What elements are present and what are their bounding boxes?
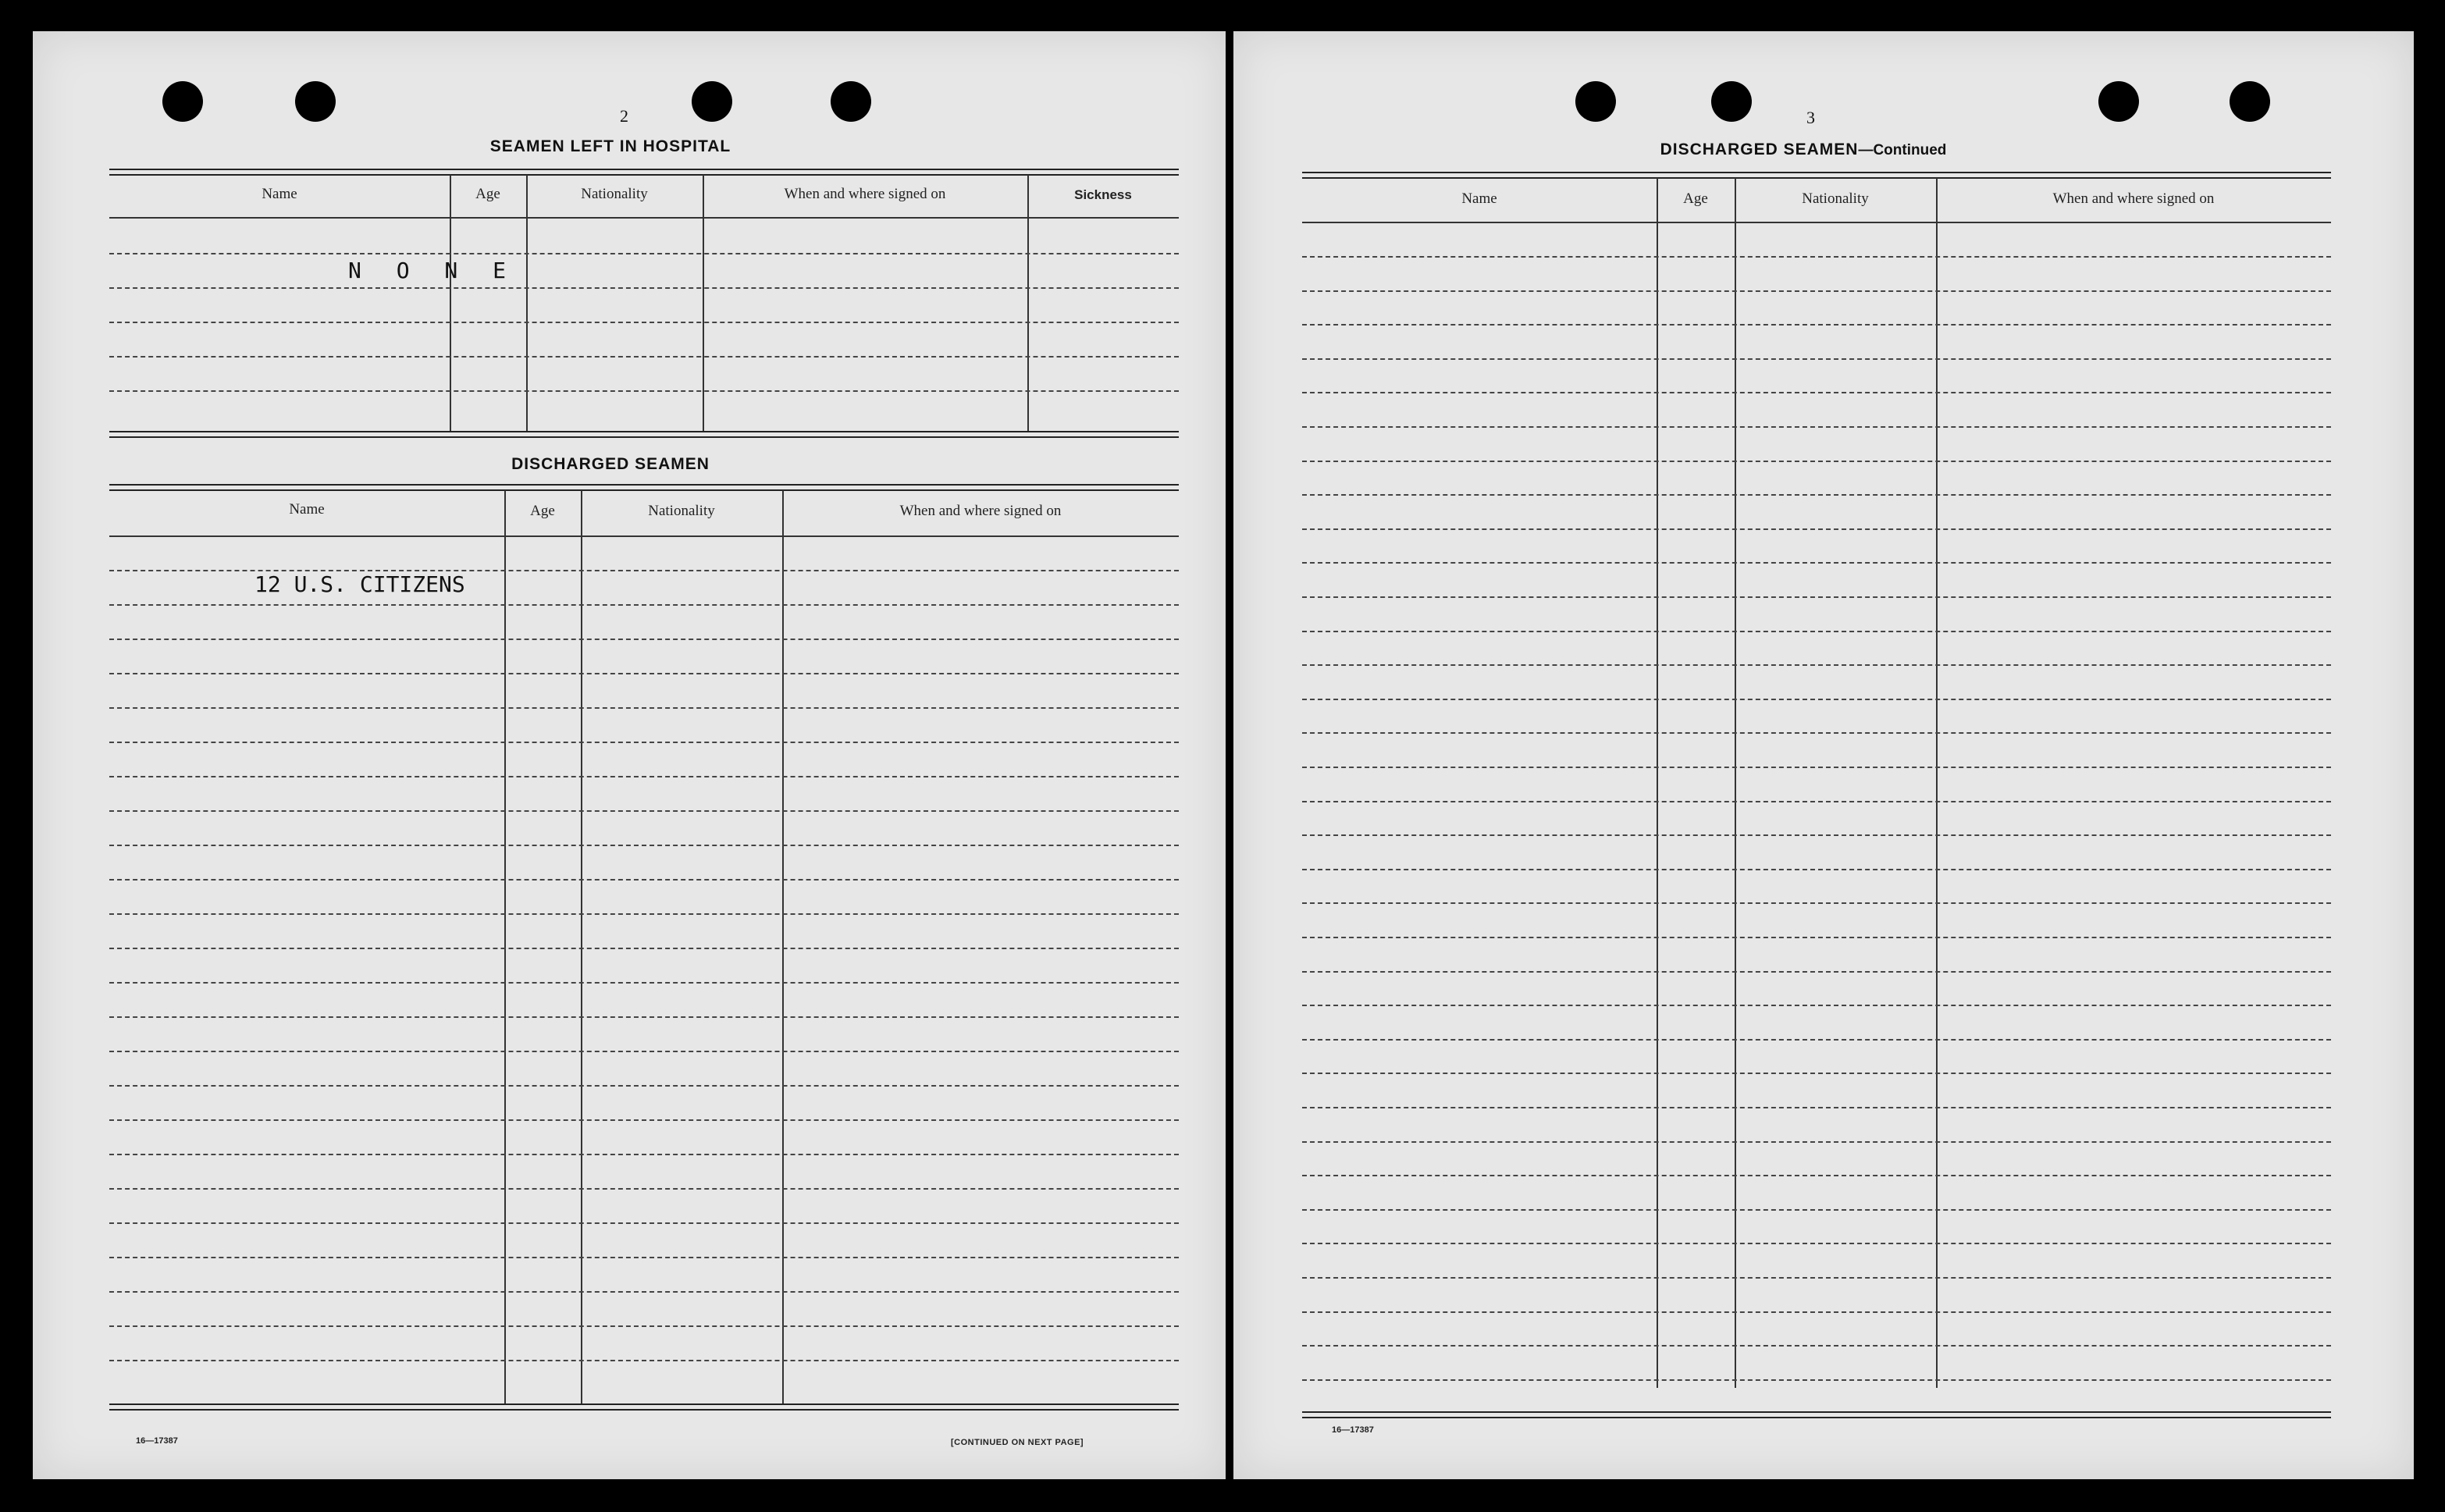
table-row-line — [109, 1325, 1179, 1327]
page-number: 2 — [620, 106, 628, 126]
column-header-signed-on: When and where signed on — [2052, 190, 2215, 207]
table-row-line — [1302, 290, 2331, 292]
column-header-name: Name — [1461, 190, 1497, 207]
table-row-line — [1302, 1039, 2331, 1041]
table-row-line — [1302, 1107, 2331, 1108]
table-row-line — [109, 1051, 1179, 1052]
table-row-line — [109, 639, 1179, 640]
table-row-line — [109, 1119, 1179, 1121]
right-page — [1233, 31, 2414, 1479]
discharged-continued-table — [1302, 172, 2331, 1421]
discharged-section-title: DISCHARGED SEAMEN — [511, 455, 710, 473]
form-number: 16—17387 — [136, 1436, 178, 1446]
punch-hole — [692, 81, 732, 122]
column-header-nationality: Nationality — [1802, 190, 1869, 207]
column-header-signed-on: When and where signed on — [899, 503, 1062, 519]
table-row-line — [109, 1222, 1179, 1224]
column-header-name: Name — [262, 186, 297, 202]
table-row-line — [109, 810, 1179, 812]
table-row-line — [1302, 392, 2331, 393]
hospital-section-title: SEAMEN LEFT IN HOSPITAL — [489, 137, 731, 155]
table-row-line — [1302, 1345, 2331, 1347]
punch-hole — [831, 81, 871, 122]
column-header-nationality: Nationality — [581, 186, 648, 202]
table-row-line — [1302, 461, 2331, 462]
punch-hole — [1575, 81, 1616, 122]
table-row-line — [109, 604, 1179, 606]
table-row-line — [109, 673, 1179, 674]
table-row-line — [1302, 324, 2331, 326]
table-row-line — [1302, 426, 2331, 428]
discharged-continued-title — [1546, 141, 2061, 159]
table-row-line — [1302, 902, 2331, 904]
left-page — [33, 31, 1226, 1479]
table-row-line — [109, 742, 1179, 743]
table-row-line — [109, 982, 1179, 984]
table-row-line — [1302, 699, 2331, 700]
table-row-line — [109, 1154, 1179, 1155]
table-row-line — [1302, 834, 2331, 836]
table-row-line — [109, 845, 1179, 846]
table-row-line — [109, 1291, 1179, 1293]
punch-hole — [2098, 81, 2139, 122]
table-row-line — [1302, 1175, 2331, 1176]
table-row-line — [1302, 732, 2331, 734]
table-row-line — [1302, 1141, 2331, 1143]
column-header-name: Name — [289, 501, 325, 518]
column-header-signed-on: When and where signed on — [784, 186, 946, 202]
punch-hole — [2230, 81, 2270, 122]
column-header-nationality: Nationality — [648, 503, 715, 519]
title-suffix: —Continued — [1858, 142, 1947, 158]
table-row-line — [1302, 1243, 2331, 1244]
table-row-line — [1302, 562, 2331, 564]
column-header-sickness: Sickness — [1074, 187, 1132, 202]
continued-note: [CONTINUED ON NEXT PAGE] — [951, 1438, 1084, 1447]
table-row-line — [1302, 937, 2331, 938]
table-row-line — [1302, 1311, 2331, 1313]
table-row-line — [109, 1360, 1179, 1361]
table-row-line — [1302, 1379, 2331, 1381]
table-row-line — [1302, 528, 2331, 530]
table-row-line — [109, 1257, 1179, 1258]
table-row-line — [1302, 1209, 2331, 1211]
punch-hole — [162, 81, 203, 122]
table-row-line — [1302, 767, 2331, 768]
title-main: DISCHARGED SEAMEN — [1660, 141, 1859, 158]
table-row-line — [1302, 1073, 2331, 1074]
table-row-line — [1302, 664, 2331, 666]
punch-hole — [1711, 81, 1752, 122]
table-row-line — [109, 913, 1179, 915]
table-row-line — [1302, 801, 2331, 802]
table-row-line — [109, 707, 1179, 709]
table-row-line — [109, 776, 1179, 777]
column-header-age: Age — [1683, 190, 1708, 207]
table-row-line — [1302, 631, 2331, 632]
table-row-line — [109, 879, 1179, 881]
table-row-line — [109, 1085, 1179, 1087]
table-row-line — [109, 948, 1179, 949]
discharged-entry: 12 U.S. CITIZENS — [254, 571, 465, 597]
table-row-line — [1302, 358, 2331, 360]
table-row-line — [109, 1016, 1179, 1018]
table-row-line — [1302, 869, 2331, 870]
table-row-line — [1302, 1277, 2331, 1279]
page-number: 3 — [1806, 108, 1815, 127]
table-row-line — [1302, 596, 2331, 598]
table-row-line — [1302, 1005, 2331, 1006]
column-header-age: Age — [475, 186, 500, 202]
table-row-line — [109, 1188, 1179, 1190]
table-row-line — [109, 570, 1179, 571]
form-number: 16—17387 — [1332, 1425, 1374, 1435]
table-row-line — [1302, 971, 2331, 973]
punch-hole — [295, 81, 336, 122]
table-row-line — [1302, 256, 2331, 258]
table-row-line — [1302, 494, 2331, 496]
hospital-table — [109, 169, 1179, 468]
column-header-age: Age — [530, 503, 555, 519]
discharged-table — [109, 484, 1179, 1428]
hospital-entry: N O N E — [348, 258, 518, 283]
